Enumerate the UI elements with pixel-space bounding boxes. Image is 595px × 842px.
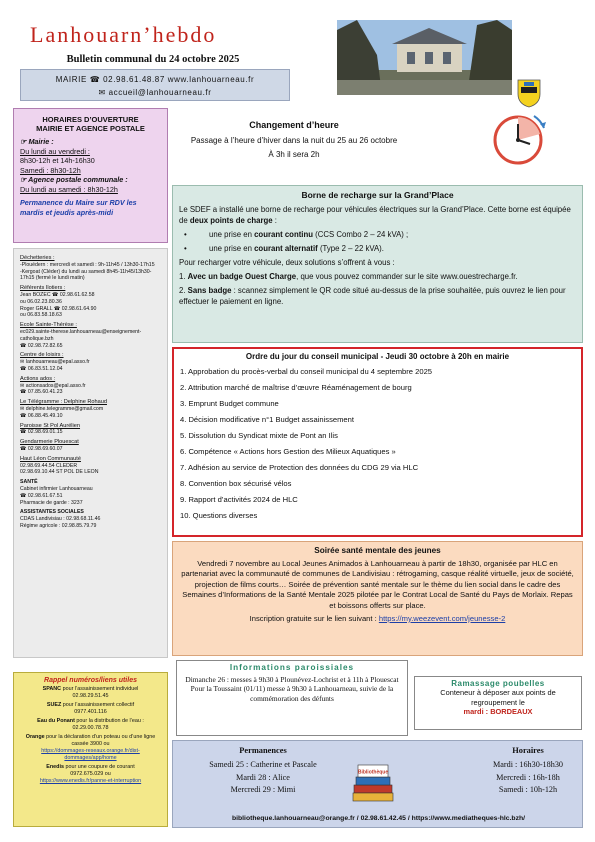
sante-text: Vendredi 7 novembre au Local Jeunes Animados à Lanhouarneau à partir de 18h30, organisée par HLC en partenariat avec la communauté de communes de Landivisiau : rétrogaming, casque réalité virtuelle, jeux de société, projection de films courts… Soirée de prévention santé mentale sur le thème du lien social dans le cadre des Semaines d’Informations de la Santé Mentale 2025 pilotée par le Contrat Local de Santé du Pays de Morlaix. Repas et boissons offerts sur place. (181, 558, 574, 610)
list-item: Enedis pour une coupure de courant (46, 764, 135, 770)
paroisse-line2: Pour la Toussaint (01/11) messe à 9h30 à Lanhouarneau, suivie de la commémoration des défunts (190, 684, 394, 703)
agence-hours: Du lundi au samedi : 8h30-12h (20, 184, 118, 194)
contact-email[interactable]: ✉ accueil@lanhouarneau.fr (98, 88, 212, 97)
paroisse-title: Paroisse St Pol Aurélien (20, 422, 81, 429)
list-item: Cabinet infirmier Lanhouarneau (20, 485, 93, 492)
list-item: ☎ 07.85.60.41.23 (20, 389, 63, 396)
ordre-title: Ordre du jour du conseil municipal - Jeudi 30 octobre à 20h en mairie (245, 352, 510, 361)
list-item: 02.98.69.44.54 CLEDER (20, 462, 78, 469)
list-item: ☎ 02.98.69.01.15 (20, 429, 63, 436)
list-item: 10. Questions diverses (180, 510, 258, 520)
telegramme-title: Le Télégramme : Delphine Rohaud (20, 399, 107, 406)
clock-icon (488, 110, 548, 175)
list-item: 6. Compétence « Actions hors Gestion des Milieux Aquatiques » (180, 447, 396, 457)
list-item: ☎ 06.88.45.49.10 (20, 412, 63, 419)
list-item: 3. Emprunt Budget commune (180, 399, 279, 409)
bibliotheque-contact[interactable]: bibliotheque.lanhouarneau@orange.fr / 02.98.61.42.45 / https://www.mediatheques-hlc.bzh/ (231, 815, 526, 822)
list-item: Roger GRALL ☎ 02.98.61.64.90 (20, 305, 97, 312)
list-item: ☎ 02.98.69.60.07 (20, 445, 63, 452)
list-item: 8. Convention box sécurisé vélos (180, 478, 292, 488)
page-title: Lanhouarn’hebdo (30, 22, 217, 47)
sante-inscription: Inscription gratuite sur le lien suivant : https://my.weezevent.com/jeunesse-2 (249, 613, 506, 623)
dechetteries-title: Déchetteries : (20, 255, 55, 261)
maire-permanence: Permanence du Maire sur RDV les mardis et jeudis après-midi (20, 198, 137, 217)
poubelles-day: mardi : BORDEAUX (463, 706, 533, 716)
list-item: Orange pour la déclaration d’un poteau ou d’une ligne cassée 3900 ou (25, 734, 156, 747)
mairie-photo (337, 20, 512, 95)
ordre-du-jour-box (172, 347, 583, 537)
list-item: 2. Attribution marché de maîtrise d’œuvre Réaménagement de bourg (180, 383, 412, 393)
rappel-box (13, 672, 168, 827)
borne-solution-qr: 2. Sans badge : scannez simplement le QR code situé au-dessus de la prise souhaitée, puis ouvrez le lien pour effectuer le paiement en ligne. (179, 286, 566, 306)
bibliotheque-box (172, 740, 583, 828)
sante-title: Soirée santé mentale des jeunes (314, 546, 441, 555)
mairie-saturday: Samedi : 8h30-12h (20, 165, 81, 175)
list-item[interactable]: ✉ delphine.telegramme@gmail.com (20, 405, 104, 412)
heure-line1: Passage à l’heure d’hiver dans la nuit du 25 au 26 octobre (190, 136, 398, 145)
mairie-hours: 8h30-12h et 14h-16h30 (20, 156, 95, 165)
list-item: CDAS Landivisiau : 02.98.68.11.46 (20, 516, 101, 523)
contact-box (20, 69, 290, 101)
horaires-title: HORAIRES D’OUVERTURE (42, 115, 139, 124)
poubelles-line1: Conteneur à déposer aux points de regroupement le (440, 688, 556, 707)
useful-contacts-list (13, 248, 168, 658)
assistantes-sociales-title: ASSISTANTES SOCIALES (20, 509, 84, 516)
list-item: -Kergoat (Cléder) du lundi au samedi 8h45-11h45/13h30-17h15 (fermé le lundi matin) (20, 268, 152, 282)
list-item: ou 06.83.58.18.63 (20, 312, 62, 319)
bibliotheque-horaires (473, 745, 583, 797)
borne-title: Borne de recharge sur la Grand’Place (301, 190, 454, 200)
changement-heure (174, 118, 414, 162)
loisirs-title: Centre de loisirs : (20, 352, 64, 359)
poubelles-title: Ramassage poubelles (451, 679, 545, 688)
list-item: Mercredi 29 : Mimi (230, 785, 296, 795)
borne-solution-badge: 1. Avec un badge Ouest Charge, que vous pouvez commander sur le site www.ouestrecharge.fr. (179, 272, 518, 281)
list-item: Jean BOZEC ☎ 02.98.61.62.58 (20, 291, 95, 298)
list-item: ☎ 02.98.61.67.51 (20, 492, 63, 499)
horaires-biblio-title: Horaires (512, 746, 544, 755)
list-item: SPANC pour l’assainissement individuel (42, 686, 139, 692)
ecole-title: Ecole Sainte-Thérèse : (20, 322, 77, 329)
list-item: 02.98.69.10.44 ST POL DE LEON (20, 469, 99, 476)
mairie-days: Du lundi au vendredi : (20, 146, 90, 156)
horaires-subtitle: MAIRIE ET AGENCE POSTALE (36, 124, 145, 133)
gendarmerie-title: Gendarmerie Plouescat (20, 439, 79, 446)
borne-solutions: Pour recharger votre véhicule, deux solutions s’offrent à vous : (179, 258, 395, 267)
list-item: Pharmacie de garde : 3237 (20, 499, 83, 506)
list-item: • une prise en courant alternatif (Type 2 – 22 kVA). (179, 243, 576, 254)
list-item[interactable]: ✉ lanhouarneau@epal.asso.fr (20, 359, 90, 366)
list-item[interactable]: ec029.sainte-therese.lanhouarneau@enseignement-catholique.bzh (20, 328, 142, 342)
infos-paroissiales-box (176, 660, 408, 736)
contact-phone-web: MAIRIE ☎ 02.98.61.48.87 www.lanhouarneau.fr (55, 75, 255, 84)
paroisse-line1: Dimanche 26 : messes à 9h30 à Plounévez-Lochrist et à 11h à Plouescat (185, 674, 399, 684)
enedis-link[interactable]: https://www.enedis.fr/panne-et-interruption (39, 778, 142, 784)
agence-label: ☞ Agence postale communale : (20, 175, 128, 184)
borne-intro: Le SDEF a installé une borne de recharge pour véhicules électriques sur la Grand’Place. Cette borne est équipée de deux points de charge : (179, 205, 571, 225)
list-item: Mercredi : 16h-18h (496, 772, 560, 782)
list-item: Samedi : 10h-12h (498, 785, 558, 795)
paroisse-title: Informations paroissiales (229, 663, 355, 672)
ramassage-poubelles-box (414, 676, 582, 730)
sante-mentale-box (172, 541, 583, 656)
heure-title: Changement d’heure (249, 120, 339, 130)
list-item: 0977.401.116 (74, 709, 107, 715)
list-item: ☎ 06.83.51.12.04 (20, 365, 63, 372)
list-item: ou 06.02.23.80.36 (20, 298, 62, 305)
bibliotheque-icon (350, 759, 396, 805)
referents-title: Référents Ilotiers : (20, 285, 66, 292)
list-item: Mardi 28 : Alice (236, 772, 290, 782)
list-item: 7. Adhésion au service de Protection des données du CDG 29 via HLC (180, 463, 419, 472)
list-item: 0972.675.029 ou (70, 771, 111, 777)
list-item: 5. Dissolution du Syndicat mixte de Pont an Ilis (180, 431, 338, 441)
borne-recharge-box (172, 185, 583, 343)
mairie-label: ☞ Mairie : (20, 137, 54, 146)
list-item: • une prise en courant continu (CCS Combo 2 – 24 kVA) ; (179, 229, 576, 240)
list-item: SUEZ pour l’assainissement collectif (46, 702, 135, 708)
actions-ados-title: Actions ados : (20, 375, 56, 382)
weezevent-link[interactable]: https://my.weezevent.com/jeunesse-2 (378, 613, 506, 623)
list-item: 4. Décision modificative n°1 Budget assainissement (180, 415, 354, 425)
list-item[interactable]: ✉ actionsados@epal.asso.fr (20, 382, 86, 389)
heure-line2: À 3h il sera 2h (268, 150, 320, 159)
orange-link[interactable]: https://dommages-reseaux.orange.fr/dist-dommages/app/home (41, 748, 140, 761)
list-item: ☎ 02.98.72.82.65 (20, 342, 63, 349)
bulletin-subtitle: Bulletin communal du 24 octobre 2025 (66, 54, 240, 65)
list-item: 02.98.29.51.45 (72, 693, 109, 699)
rappel-title: Rappel numéros/liens utiles (44, 677, 137, 684)
list-item: Eau du Ponant pour la distribution de l’eau : 02.29.00.78.78 (37, 718, 144, 731)
list-item: Samedi 25 : Catherine et Pascale (209, 760, 317, 770)
bibliotheque-icon-label: Bibliothèque (357, 769, 389, 776)
horaires-box (13, 108, 168, 243)
hlc-title: Haut Léon Communauté (20, 455, 81, 462)
commune-crest-icon (516, 78, 542, 108)
list-item: 1. Approbation du procès-verbal du conseil municipal du 4 septembre 2025 (180, 367, 433, 377)
list-item: -Plouédern : mercredi et samedi : 9h-11h45 / 13h30-17h15 (20, 261, 155, 268)
list-item: Régime agricole : 02.98.85.79.79 (20, 522, 97, 529)
list-item: Mardi : 16h30-18h30 (492, 760, 564, 770)
list-item: 9. Rapport d’activités 2024 de HLC (180, 494, 298, 504)
borne-prises-list (179, 229, 576, 254)
permanences-title: Permanences (239, 746, 287, 755)
bibliotheque-permanences (183, 745, 343, 797)
sante-title: SANTÉ (20, 479, 38, 486)
